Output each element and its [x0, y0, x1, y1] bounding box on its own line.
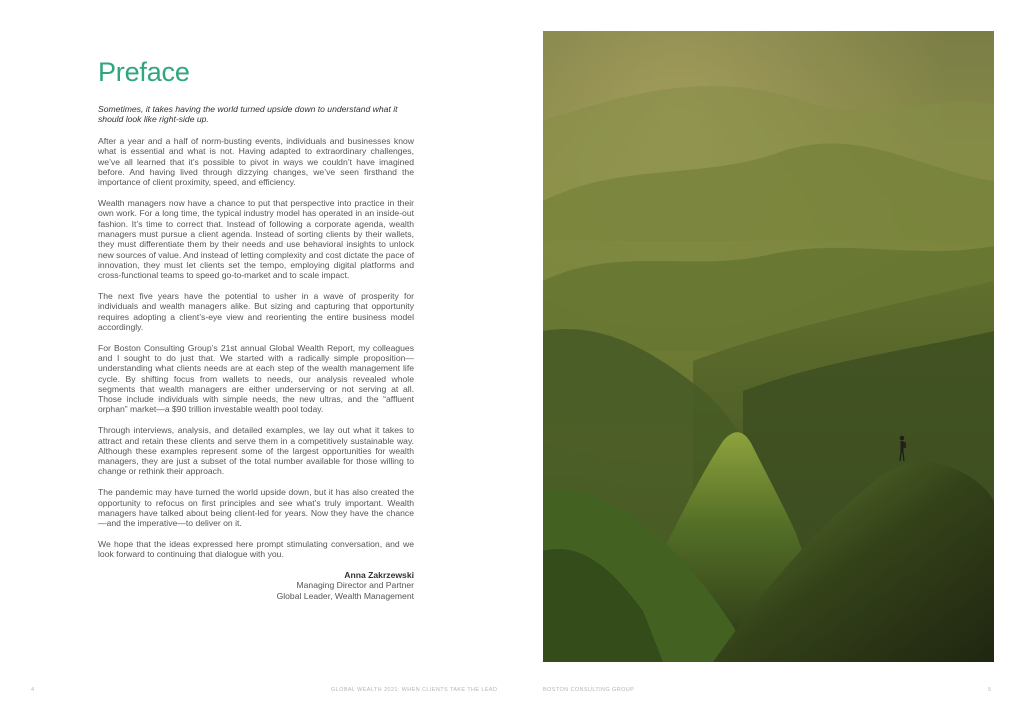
- signature-block: [98, 570, 414, 601]
- lead-paragraph: Sometimes, it takes having the world turned upside down to understand what it should look like right-side up.: [98, 104, 398, 125]
- body-paragraph-5: Through interviews, analysis, and detailed examples, we lay out what it takes to attract and retain these clients and serve them in a competitively sustainable way. Although these examples represent some of the largest opportunities for wealth managers, they are just a subset of the total number available for those willing to change or rethink their approach.: [98, 425, 414, 477]
- preface-text: [98, 104, 414, 601]
- signature-title-1: Managing Director and Partner: [296, 580, 414, 591]
- mountain-landscape-photo: [543, 31, 994, 662]
- footer-publisher: BOSTON CONSULTING GROUP: [543, 687, 635, 693]
- body-paragraph-1: After a year and a half of norm-busting events, individuals and businesses know what is essential and what is not. Having adapted to extraordinary challenges, we’ve all learned that it’s possible to pivot in ways we couldn’t have imagined before. And having lived through dizzying changes, we’ve seen firsthand the importance of client proximity, speed, and efficiency.: [98, 136, 414, 188]
- page-title: Preface: [98, 57, 190, 87]
- mountain-landscape-illustration: [543, 31, 994, 662]
- body-paragraph-3: The next five years have the potential to usher in a wave of prosperity for individuals and wealth managers alike. But sizing and capturing that opportunity requires adopting a client’s-eye view and reorienting the entire business model accordingly.: [98, 290, 414, 332]
- body-paragraph-2: Wealth managers now have a chance to put that perspective into practice in their own work. For a long time, the typical industry model has operated in an inside-out fashion. It’s time to correct that. Instead of following a corporate agenda, wealth managers must pursue a client agenda. Instead of sorting clients by their wallets, they must differentiate them by their needs and use behavioral insights to unlock new sources of value. And instead of letting complexity and cost dictate the pace of innovation, they must let clients set the tempo, employing digital platforms and cross-functional teams to speed go-to-market and to scale impact.: [98, 198, 414, 281]
- signature-title-2: Global Leader, Wealth Management: [276, 590, 414, 601]
- body-paragraph-4: For Boston Consulting Group’s 21st annual Global Wealth Report, my colleagues and I sought to do just that. We started with a radically simple proposition—understanding what clients needs are at each step of the wealth management life cycle. By shifting focus from wallets to needs, our analysis revealed whole segments that wealth managers are either underserving or not serving at all. Those include individuals with simple needs, the new ultras, and the “affluent orphan” market—a $90 trillion investable wealth pool today.: [98, 342, 414, 415]
- page-number-right: 5: [988, 687, 992, 693]
- signature-name: Anna Zakrzewski: [344, 569, 414, 580]
- footer-report-title: GLOBAL WEALTH 2021: WHEN CLIENTS TAKE THE LEAD: [331, 687, 498, 693]
- body-paragraph-6: The pandemic may have turned the world upside down, but it has also created the opportunity to refocus on first principles and see what’s truly important. Wealth managers have talked about being client-led for years. Now they have the chance—and the imperative—to deliver on it.: [98, 487, 414, 529]
- page-number-left: 4: [31, 687, 35, 693]
- body-paragraph-7: We hope that the ideas expressed here prompt stimulating conversation, and we look forward to continuing that dialogue with you.: [98, 538, 414, 560]
